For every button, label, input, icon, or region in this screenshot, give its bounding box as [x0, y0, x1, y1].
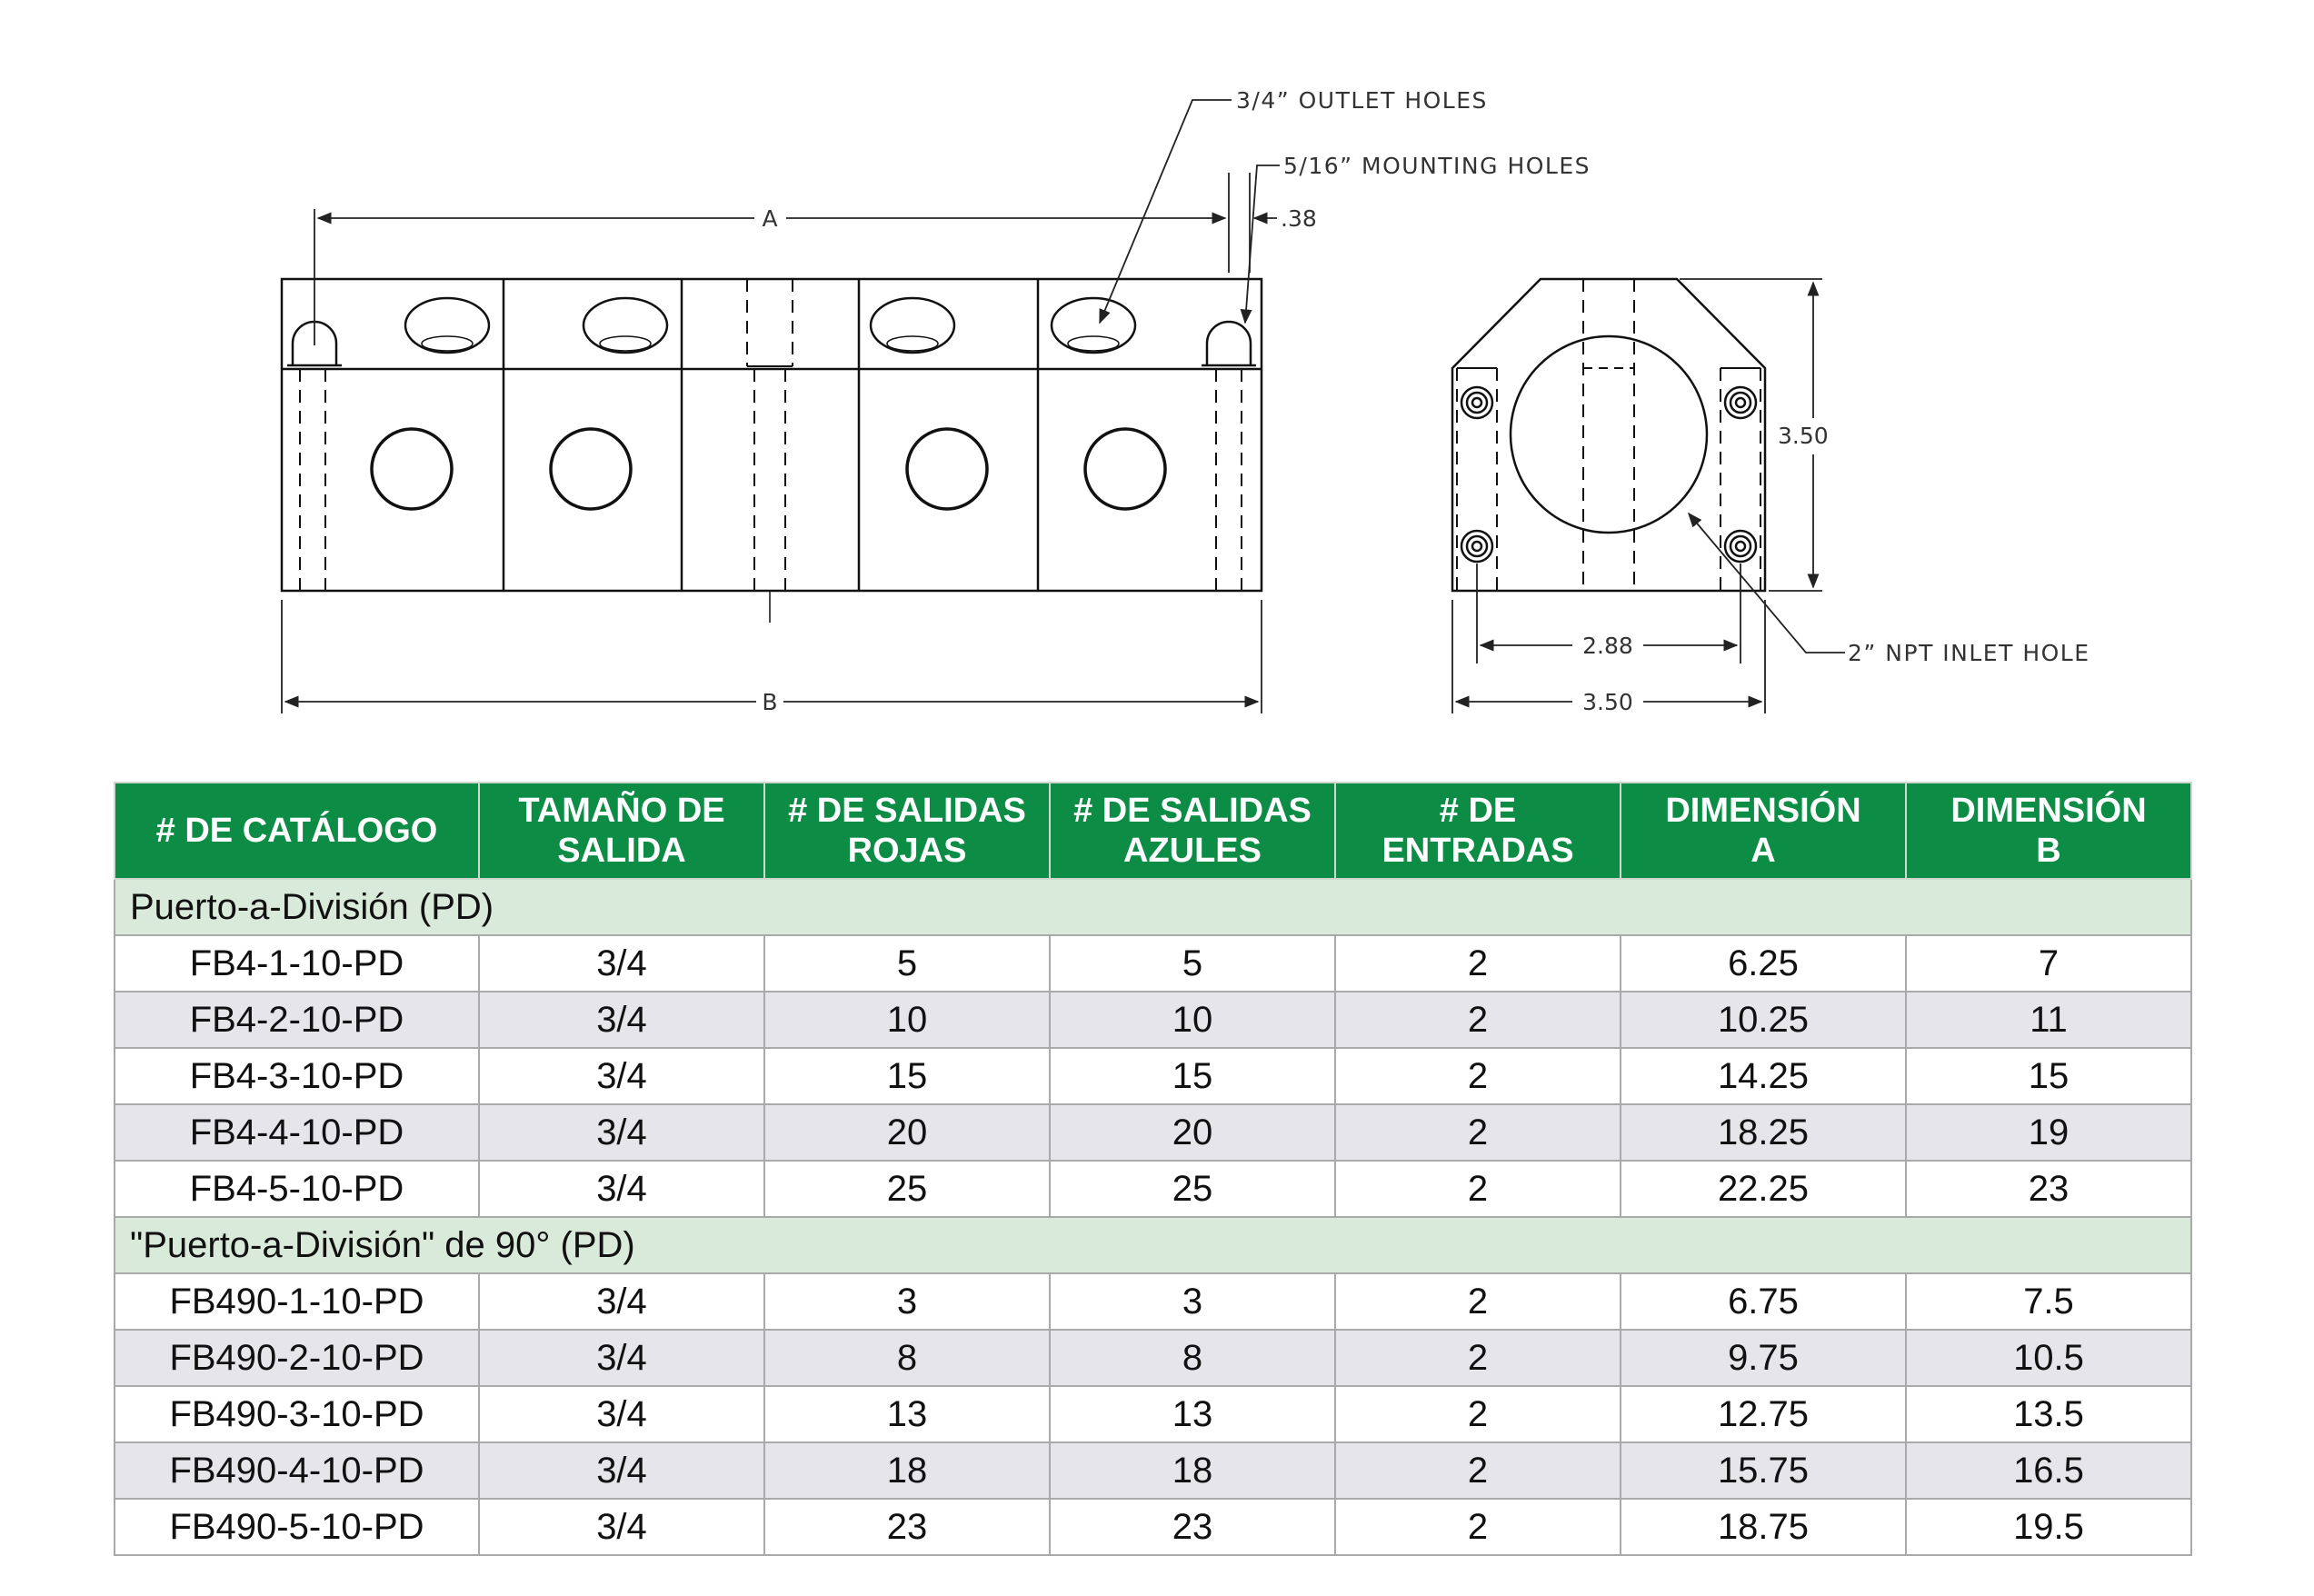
table-cell: 19	[1906, 1104, 2191, 1161]
table-cell: 3/4	[479, 1161, 764, 1217]
table-cell: 3/4	[479, 1442, 764, 1499]
table-cell: 2	[1335, 1499, 1621, 1555]
table-cell: 3	[764, 1273, 1050, 1330]
table-cell: 22.25	[1621, 1161, 1906, 1217]
table-cell: 3/4	[479, 1386, 764, 1442]
table-cell: 2	[1335, 1442, 1621, 1499]
table-cell: 8	[764, 1330, 1050, 1386]
header-red-outlets: # DE SALIDAS ROJAS	[764, 783, 1050, 879]
outlet-holes-note: 3/4” OUTLET HOLES	[1236, 87, 1488, 114]
header-inlets: # DE ENTRADAS	[1335, 783, 1621, 879]
table-cell: 3/4	[479, 1104, 764, 1161]
table-cell: 3/4	[479, 1499, 764, 1555]
table-cell: 18.75	[1621, 1499, 1906, 1555]
header-dimension-b: DIMENSIÓN B	[1906, 783, 2191, 879]
table-cell: FB4-5-10-PD	[115, 1161, 479, 1217]
table-cell: 5	[1050, 935, 1335, 992]
table-cell: 11	[1906, 992, 2191, 1048]
table-cell: 15.75	[1621, 1442, 1906, 1499]
table-cell: 20	[1050, 1104, 1335, 1161]
group-title: Puerto-a-División (PD)	[115, 879, 2191, 935]
table-cell: 3/4	[479, 992, 764, 1048]
table-cell: 15	[1050, 1048, 1335, 1104]
header-dimension-a: DIMENSIÓN A	[1621, 783, 1906, 879]
side-view	[1452, 279, 1765, 591]
block-outline	[282, 279, 1262, 591]
header-outlet-size: TAMAÑO DE SALIDA	[479, 783, 764, 879]
table-cell: 10	[764, 992, 1050, 1048]
table-cell: 3/4	[479, 1048, 764, 1104]
table-cell: 23	[1050, 1499, 1335, 1555]
specifications-table	[114, 782, 2192, 1556]
table-cell: 7	[1906, 935, 2191, 992]
table-cell: 18	[764, 1442, 1050, 1499]
dim-b-label: B	[762, 689, 778, 715]
side-mounting-holes	[1461, 387, 1756, 562]
table-cell: 25	[764, 1161, 1050, 1217]
table-cell: FB490-4-10-PD	[115, 1442, 479, 1499]
outlet-holes	[405, 298, 1135, 353]
table-cell: 8	[1050, 1330, 1335, 1386]
table-cell: FB490-3-10-PD	[115, 1386, 479, 1442]
table-row	[115, 1330, 2191, 1386]
table-cell: 12.75	[1621, 1386, 1906, 1442]
mounting-holes	[287, 322, 1256, 591]
table-row	[115, 1161, 2191, 1217]
table-row	[115, 1048, 2191, 1104]
group-title: "Puerto-a-División" de 90° (PD)	[115, 1217, 2191, 1273]
table-body	[115, 879, 2191, 1555]
table-row	[115, 992, 2191, 1048]
table-cell: 5	[764, 935, 1050, 992]
table-row	[115, 1104, 2191, 1161]
dim-a-label: A	[762, 205, 778, 232]
outlet-circles	[372, 429, 1165, 509]
table-cell: 23	[764, 1499, 1050, 1555]
table-cell: 9.75	[1621, 1330, 1906, 1386]
table-cell: 13	[1050, 1386, 1335, 1442]
table-cell: 2	[1335, 1104, 1621, 1161]
table-cell: FB4-2-10-PD	[115, 992, 479, 1048]
table-row	[115, 1273, 2191, 1330]
table-cell: 10.5	[1906, 1330, 2191, 1386]
table-cell: 25	[1050, 1161, 1335, 1217]
table-cell: 18	[1050, 1442, 1335, 1499]
table-cell: FB4-3-10-PD	[115, 1048, 479, 1104]
table-cell: 2	[1335, 1330, 1621, 1386]
inlet-hole-note: 2” NPT INLET HOLE	[1848, 640, 2090, 666]
table-row	[115, 1499, 2191, 1555]
technical-drawing	[0, 0, 2314, 773]
table-cell: FB490-5-10-PD	[115, 1499, 479, 1555]
table-cell: FB4-1-10-PD	[115, 935, 479, 992]
table-cell: 20	[764, 1104, 1050, 1161]
table-cell: FB490-1-10-PD	[115, 1273, 479, 1330]
inlet-hole-circle	[1511, 336, 1707, 533]
dim-height-label: 3.50	[1778, 423, 1829, 449]
table-cell: 13.5	[1906, 1386, 2191, 1442]
table-cell: FB4-4-10-PD	[115, 1104, 479, 1161]
table-header-row	[115, 783, 2191, 879]
table-cell: 15	[764, 1048, 1050, 1104]
table-cell: 2	[1335, 992, 1621, 1048]
table-cell: 18.25	[1621, 1104, 1906, 1161]
table-cell: 23	[1906, 1161, 2191, 1217]
table-cell: 13	[764, 1386, 1050, 1442]
table-cell: FB490-2-10-PD	[115, 1330, 479, 1386]
table-cell: 3/4	[479, 1330, 764, 1386]
header-catalog-number: # DE CATÁLOGO	[115, 783, 479, 879]
table-cell: 2	[1335, 1161, 1621, 1217]
header-blue-outlets: # DE SALIDAS AZULES	[1050, 783, 1335, 879]
table-cell: 2	[1335, 935, 1621, 992]
table-cell: 3/4	[479, 1273, 764, 1330]
front-dimensions	[282, 100, 1280, 713]
dim-edge-offset-label: .38	[1281, 205, 1317, 232]
table-cell: 19.5	[1906, 1499, 2191, 1555]
table-cell: 2	[1335, 1386, 1621, 1442]
table-row	[115, 935, 2191, 992]
table-cell: 10	[1050, 992, 1335, 1048]
side-outline	[1452, 279, 1765, 591]
table-cell: 15	[1906, 1048, 2191, 1104]
mounting-holes-note: 5/16” MOUNTING HOLES	[1283, 153, 1591, 179]
table-cell: 16.5	[1906, 1442, 2191, 1499]
table-cell: 2	[1335, 1048, 1621, 1104]
front-view	[282, 279, 1262, 623]
table-row	[115, 1442, 2191, 1499]
table-cell: 6.75	[1621, 1273, 1906, 1330]
table-cell: 3	[1050, 1273, 1335, 1330]
table-cell: 14.25	[1621, 1048, 1906, 1104]
table-cell: 7.5	[1906, 1273, 2191, 1330]
table-cell: 10.25	[1621, 992, 1906, 1048]
dim-width-label: 3.50	[1582, 689, 1633, 715]
table-cell: 3/4	[479, 935, 764, 992]
table-cell: 2	[1335, 1273, 1621, 1330]
dim-hole-spacing-label: 2.88	[1582, 633, 1633, 659]
group-row	[115, 1217, 2191, 1273]
table-row	[115, 1386, 2191, 1442]
table-cell: 6.25	[1621, 935, 1906, 992]
group-row	[115, 879, 2191, 935]
